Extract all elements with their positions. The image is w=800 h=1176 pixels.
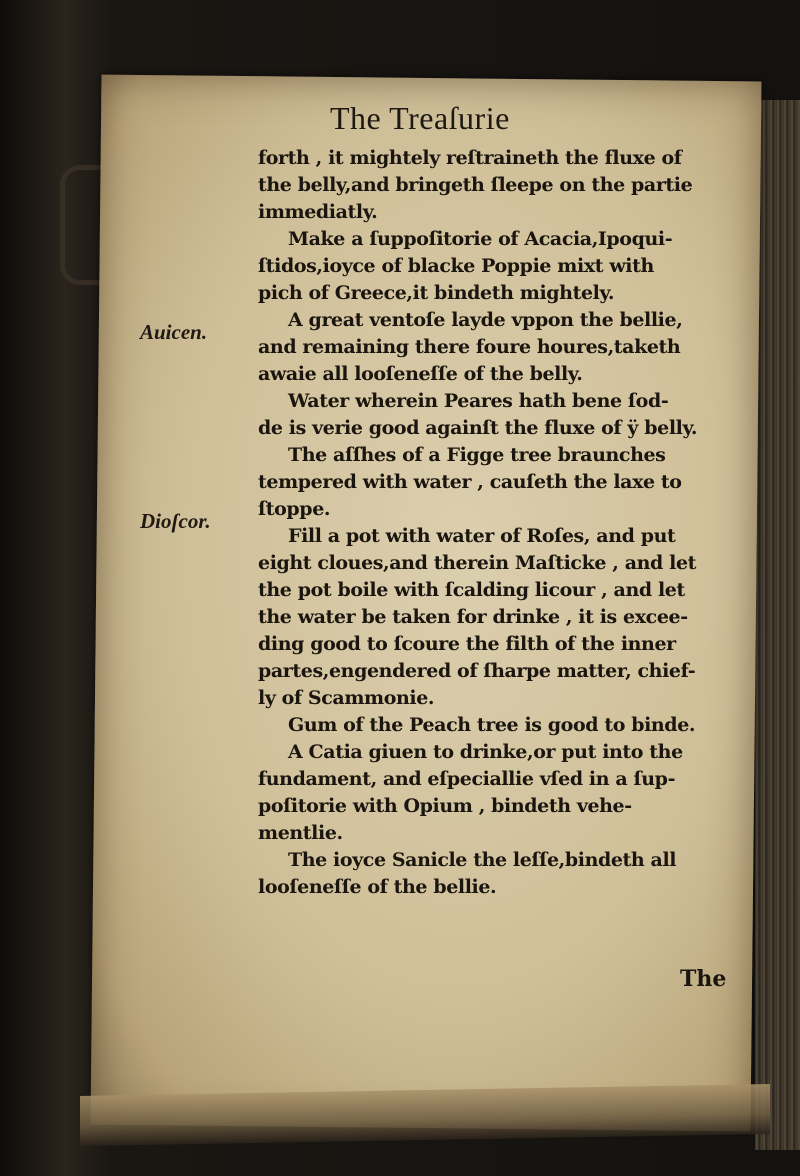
text-line: de is verie good againſt the fluxe of ÿ belly.	[258, 417, 698, 439]
body-text	[258, 145, 763, 901]
text-line: forth , it mightely reſtraineth the fluxe of	[258, 147, 682, 169]
text-line: looſeneſſe of the bellie.	[258, 876, 497, 898]
text-line: ly of Scammonie.	[258, 687, 435, 709]
text-line: A great ventoſe layde vppon the bellie,	[288, 309, 683, 331]
text-line: Make a ſuppoſitorie of Acacia,Ipoqui-	[288, 228, 673, 250]
text-line: awaie all looſeneſſe of the belly.	[258, 363, 583, 385]
text-line: ding good to ſcoure the filth of the inner	[258, 633, 676, 655]
margin-note-auicen: Auicen.	[140, 320, 208, 344]
text-line: eight cloues,and therein Maſticke , and let	[258, 552, 697, 574]
text-line: fundament, and eſpeciallie vſed in a ſup-	[258, 768, 676, 790]
text-line: Fill a pot with water of Roſes, and put	[288, 525, 676, 547]
text-line: partes,engendered of ſharpe matter, chief-	[258, 660, 696, 682]
margin-note-dioscor: Dioſcor.	[140, 509, 211, 533]
text-line: pich of Greece,it bindeth mightely.	[258, 282, 615, 304]
text-line: and remaining there foure houres,taketh	[258, 336, 681, 358]
text-line: the belly,and bringeth ſleepe on the partie	[258, 174, 693, 196]
text-line: mentlie.	[258, 822, 343, 844]
text-line: the pot boile with ſcalding licour , and let	[258, 579, 685, 601]
text-line: tempered with water , cauſeth the laxe to	[258, 471, 682, 493]
text-line: A Catia giuen to drinke,or put into the	[288, 741, 683, 763]
text-line: the water be taken for drinke , it is excee-	[258, 606, 688, 628]
text-line: poſitorie with Opium , bindeth vehe-	[258, 795, 632, 817]
text-line: The ioyce Sanicle the leſſe,bindeth all	[288, 849, 677, 871]
book-clamp	[60, 165, 105, 285]
text-line: ſtidos,ioyce of blacke Poppie mixt with	[258, 255, 654, 277]
catchword: The	[680, 966, 727, 992]
running-header: The Treaſurie	[330, 100, 510, 136]
text-line: Gum of the Peach tree is good to binde.	[288, 714, 696, 736]
text-line: Water wherein Peares hath bene ſod-	[288, 390, 669, 412]
text-line: The aſſhes of a Figge tree braunches	[288, 444, 666, 466]
text-line: immediatly.	[258, 201, 378, 223]
text-line: ſtoppe.	[258, 498, 331, 520]
